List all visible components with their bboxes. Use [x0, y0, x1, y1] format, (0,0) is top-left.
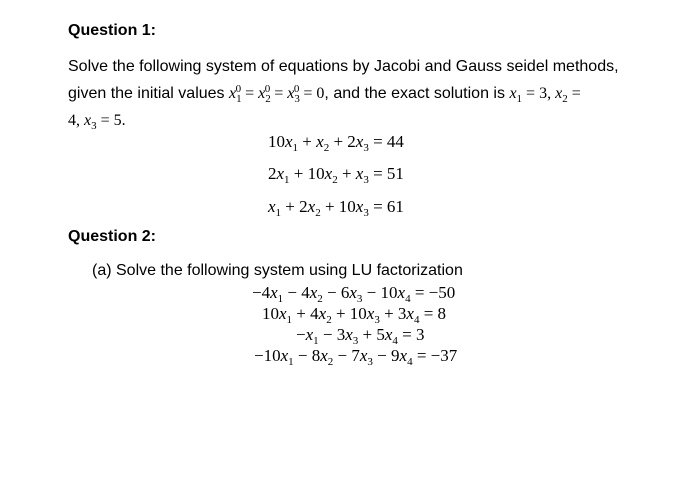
question-2-part-a: (a) Solve the following system using LU factorization: [92, 262, 463, 279]
q1-equation-1: $10x_1 + x_2 + 2x_3 = 44$: [268, 132, 404, 154]
q2-equation-4: $-10x_1 - 8x_2 - 7x_3 - 9x_4 = -37$: [254, 346, 458, 368]
q1-equation-2: $2x_1 + 10x_2 + x_3 = 51$: [268, 164, 404, 186]
question-1-intro-line: Solve the following system of equations by Jacobi and Gauss seidel methods,: [68, 58, 619, 75]
question-1-instructions: [68, 56, 668, 137]
q2-equation-1: $-4x_1 - 4x_2 - 6x_3 - 10x_4 = -50$: [252, 283, 456, 305]
q1-equation-3: $x_1 + 2x_2 + 10x_3 = 61$: [268, 197, 404, 219]
question-2-heading: Question 2:: [68, 228, 157, 245]
exact-solution-formula: $x_1 = 3$, $x_2$ = 4, $x_3 = 5$.: [68, 85, 581, 132]
q2-equation-3: $-x_1 - 3x_3 + 5x_4 = 3$: [296, 325, 425, 347]
q2-equation-2: $10x_1 + 4x_2 + 10x_3 + 3x_4 = 8$: [262, 304, 447, 326]
question-1-heading: Question 1:: [68, 22, 157, 39]
question-1-exact-solution-label: , and the exact solution is: [324, 85, 505, 102]
question-1-initial-values-label: given the initial values: [68, 85, 225, 102]
initial-values-formula: $x_1^0 = x_2^0 = x_3^0 = 0$: [229, 83, 325, 105]
